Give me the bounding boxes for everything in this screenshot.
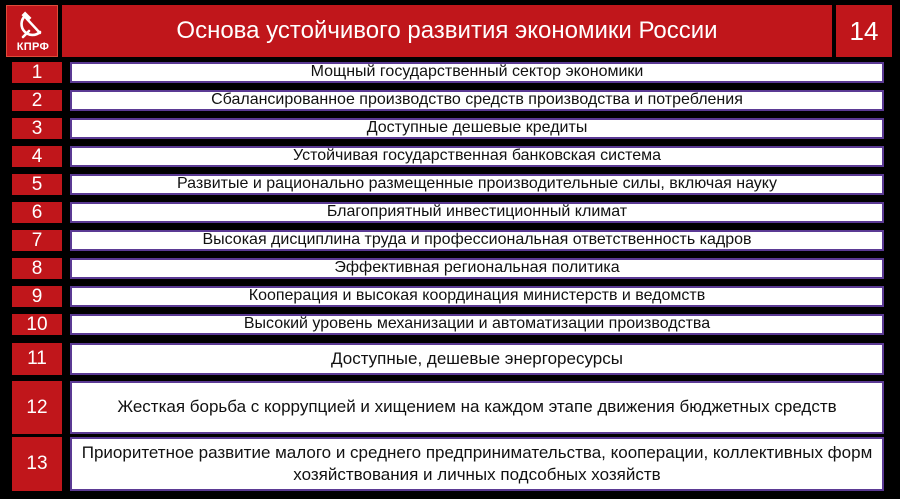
page-number: 14: [836, 5, 892, 57]
list-item: [12, 90, 884, 111]
item-number: 1: [12, 62, 62, 83]
list-item: [12, 381, 884, 434]
item-number: 10: [12, 314, 62, 335]
list-item: [12, 118, 884, 139]
item-number: 13: [12, 437, 62, 491]
item-number: 9: [12, 286, 62, 307]
list-item: [12, 146, 884, 167]
item-text: Благоприятный инвестиционный климат: [70, 202, 884, 223]
item-number: 2: [12, 90, 62, 111]
list-item: [12, 258, 884, 279]
item-number: 4: [12, 146, 62, 167]
item-number: 5: [12, 174, 62, 195]
slide-header: [6, 5, 894, 59]
list-item: [12, 174, 884, 195]
item-text: Доступные, дешевые энергоресурсы: [70, 343, 884, 375]
item-number: 6: [12, 202, 62, 223]
list-item: [12, 314, 884, 335]
item-text: Устойчивая государственная банковская система: [70, 146, 884, 167]
list-item: [12, 230, 884, 251]
item-number: 7: [12, 230, 62, 251]
logo-text: КПРФ: [16, 41, 50, 53]
list-item: [12, 62, 884, 83]
item-text: Мощный государственный сектор экономики: [70, 62, 884, 83]
item-text: Доступные дешевые кредиты: [70, 118, 884, 139]
list-item: [12, 437, 884, 491]
item-text: Сбалансированное производство средств производства и потребления: [70, 90, 884, 111]
item-text: Развитые и рационально размещенные производительные силы, включая науку: [70, 174, 884, 195]
item-text: Высокий уровень механизации и автоматизации производства: [70, 314, 884, 335]
item-text: Кооперация и высокая координация министерств и ведомств: [70, 286, 884, 307]
item-number: 8: [12, 258, 62, 279]
list-item: [12, 286, 884, 307]
item-number: 11: [12, 343, 62, 375]
hammer-sickle-icon: [7, 10, 59, 40]
item-text: Высокая дисциплина труда и профессиональная ответственность кадров: [70, 230, 884, 251]
item-text: Жесткая борьба с коррупцией и хищением на каждом этапе движения бюджетных средств: [70, 381, 884, 434]
item-number: 12: [12, 381, 62, 434]
item-text: Эффективная региональная политика: [70, 258, 884, 279]
item-text: Приоритетное развитие малого и среднего предпринимательства, кооперации, коллективных форм хозяйствования и личных подсобных хозяйств: [70, 437, 884, 491]
item-number: 3: [12, 118, 62, 139]
party-logo: [6, 5, 58, 57]
page-title: Основа устойчивого развития экономики России: [62, 5, 832, 57]
list-item: [12, 343, 884, 375]
list-item: [12, 202, 884, 223]
